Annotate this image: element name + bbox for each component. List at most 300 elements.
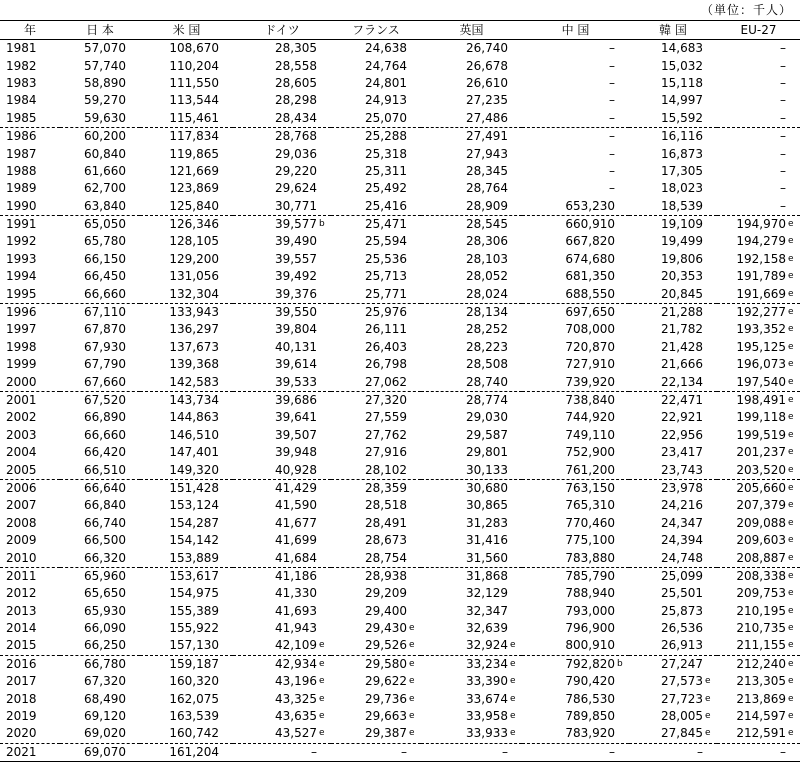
cell-japan xyxy=(60,321,140,338)
table-row xyxy=(0,285,800,303)
cell-value: – xyxy=(780,198,786,213)
cell-year: 2005 xyxy=(6,462,37,477)
cell-value: 162,075 xyxy=(169,691,219,706)
cell-eu27 xyxy=(717,268,800,285)
cell-value: 208,887 xyxy=(736,550,786,565)
cell-value: 26,111 xyxy=(365,322,407,337)
cell-footnote-flag: e xyxy=(319,658,325,669)
cell-footnote-flag: e xyxy=(409,658,415,669)
cell-value: 123,869 xyxy=(169,181,219,196)
cell-value: 23,743 xyxy=(661,462,703,477)
cell-value: 133,943 xyxy=(169,305,219,320)
table-row xyxy=(0,620,800,637)
cell-footnote-flag: e xyxy=(788,271,794,282)
cell-value: 39,804 xyxy=(275,322,317,337)
cell-value: 199,118 xyxy=(736,410,786,425)
cell-france xyxy=(331,251,421,268)
cell-korea xyxy=(629,198,717,216)
cell-value: 194,279 xyxy=(736,234,786,249)
cell-korea xyxy=(629,409,717,426)
cell-value: 25,501 xyxy=(661,586,703,601)
cell-footnote-flag: e xyxy=(788,324,794,335)
cell-uk xyxy=(421,251,522,268)
cell-value: 770,460 xyxy=(565,515,615,530)
cell-value: 213,305 xyxy=(736,674,786,689)
cell-value: 28,102 xyxy=(365,462,407,477)
cell-value: 25,416 xyxy=(365,198,407,213)
table-row xyxy=(0,427,800,444)
cell-year: 2011 xyxy=(0,567,60,585)
cell-germany xyxy=(233,497,331,514)
cell-japan xyxy=(60,145,140,162)
cell-value: 792,820 xyxy=(565,656,615,671)
table-row xyxy=(0,655,800,673)
cell-footnote-flag: e xyxy=(788,447,794,458)
cell-uk xyxy=(421,549,522,567)
cell-value: 28,754 xyxy=(365,550,407,565)
cell-value: 151,428 xyxy=(169,480,219,495)
cell-uk xyxy=(421,673,522,690)
cell-japan xyxy=(60,163,140,180)
cell-value: – xyxy=(311,744,317,759)
cell-uk xyxy=(421,585,522,602)
cell-value: 28,673 xyxy=(365,533,407,548)
table-row xyxy=(0,673,800,690)
cell-germany xyxy=(233,215,331,233)
cell-france xyxy=(331,321,421,338)
cell-value: 208,338 xyxy=(736,568,786,583)
cell-france xyxy=(331,163,421,180)
cell-value: 27,235 xyxy=(466,93,508,108)
cell-footnote-flag: e xyxy=(788,588,794,599)
cell-france xyxy=(331,532,421,549)
cell-france xyxy=(331,215,421,233)
cell-value: 31,868 xyxy=(466,568,508,583)
cell-footnote-flag: e xyxy=(788,341,794,352)
cell-year: 2019 xyxy=(6,709,37,724)
cell-germany xyxy=(233,549,331,567)
cell-germany xyxy=(233,356,331,373)
cell-footnote-flag: e xyxy=(788,517,794,528)
cell-value: 61,660 xyxy=(84,163,126,178)
cell-value: 161,204 xyxy=(169,744,219,759)
cell-value: 14,683 xyxy=(661,41,703,56)
cell-china xyxy=(522,461,629,479)
cell-korea xyxy=(629,145,717,162)
cell-germany xyxy=(233,268,331,285)
table-row xyxy=(0,215,800,233)
cell-france xyxy=(331,409,421,426)
cell-value: 144,863 xyxy=(169,410,219,425)
cell-eu27 xyxy=(717,303,800,321)
cell-value: 25,771 xyxy=(365,286,407,301)
cell-value: 209,603 xyxy=(736,533,786,548)
cell-usa xyxy=(140,163,233,180)
cell-value: 209,088 xyxy=(736,515,786,530)
cell-germany xyxy=(233,444,331,461)
cell-footnote-flag: b xyxy=(319,219,325,230)
cell-value: 28,508 xyxy=(466,357,508,372)
cell-eu27 xyxy=(717,673,800,690)
cell-china xyxy=(522,163,629,180)
cell-value: 26,403 xyxy=(365,339,407,354)
cell-footnote-flag: e xyxy=(788,307,794,318)
cell-value: 67,110 xyxy=(84,305,126,320)
cell-usa xyxy=(140,233,233,250)
cell-value: 786,530 xyxy=(565,691,615,706)
cell-germany xyxy=(233,532,331,549)
cell-value: 28,764 xyxy=(466,181,508,196)
cell-year: 1990 xyxy=(6,198,37,213)
cell-value: 24,216 xyxy=(661,498,703,513)
cell-footnote-flag: e xyxy=(788,605,794,616)
cell-footnote-flag: e xyxy=(319,676,325,687)
cell-value: 66,450 xyxy=(84,269,126,284)
cell-value: 27,916 xyxy=(365,445,407,460)
cell-korea xyxy=(629,373,717,391)
cell-value: 42,109 xyxy=(275,638,317,653)
cell-uk xyxy=(421,391,522,409)
cell-china xyxy=(522,409,629,426)
cell-eu27 xyxy=(717,743,800,761)
cell-china xyxy=(522,92,629,109)
cell-value: 66,780 xyxy=(84,656,126,671)
cell-value: 752,900 xyxy=(565,445,615,460)
cell-value: 195,125 xyxy=(736,339,786,354)
cell-value: 26,798 xyxy=(365,357,407,372)
cell-eu27 xyxy=(717,127,800,145)
cell-korea xyxy=(629,515,717,532)
cell-france xyxy=(331,427,421,444)
cell-value: 28,605 xyxy=(275,75,317,90)
table-row xyxy=(0,409,800,426)
cell-value: 24,394 xyxy=(661,533,703,548)
cell-uk xyxy=(421,339,522,356)
cell-value: 29,587 xyxy=(466,427,508,442)
cell-value: 28,938 xyxy=(365,568,407,583)
cell-year: 1995 xyxy=(6,286,37,301)
cell-china xyxy=(522,268,629,285)
cell-value: 163,539 xyxy=(169,709,219,724)
cell-footnote-flag: e xyxy=(409,711,415,722)
cell-korea xyxy=(629,444,717,461)
table-row xyxy=(0,180,800,197)
cell-footnote-flag: e xyxy=(788,640,794,651)
cell-value: 28,545 xyxy=(466,217,508,232)
cell-eu27 xyxy=(717,57,800,74)
table-row xyxy=(0,637,800,655)
cell-france xyxy=(331,303,421,321)
cell-japan xyxy=(60,637,140,655)
cell-value: 193,352 xyxy=(736,322,786,337)
cell-value: 143,734 xyxy=(169,393,219,407)
cell-footnote-flag: e xyxy=(510,693,516,704)
cell-uk xyxy=(421,479,522,497)
cell-value: 727,910 xyxy=(565,357,615,372)
cell-value: – xyxy=(609,181,615,196)
cell-value: – xyxy=(780,181,786,196)
cell-uk xyxy=(421,373,522,391)
cell-value: 18,023 xyxy=(661,181,703,196)
cell-uk xyxy=(421,515,522,532)
cell-value: 28,774 xyxy=(466,393,508,407)
cell-value: – xyxy=(780,58,786,73)
cell-korea xyxy=(629,603,717,620)
cell-value: 29,387 xyxy=(365,726,407,741)
cell-uk xyxy=(421,409,522,426)
cell-uk xyxy=(421,75,522,92)
cell-value: 125,840 xyxy=(169,198,219,213)
cell-china xyxy=(522,233,629,250)
cell-year: 2002 xyxy=(6,410,37,425)
cell-value: 212,591 xyxy=(736,726,786,741)
cell-china xyxy=(522,532,629,549)
cell-uk xyxy=(421,163,522,180)
cell-value: – xyxy=(609,129,615,144)
cell-japan xyxy=(60,180,140,197)
header-japan: 日 本 xyxy=(60,21,140,40)
cell-eu27 xyxy=(717,321,800,338)
cell-china xyxy=(522,373,629,391)
cell-eu27 xyxy=(717,409,800,426)
cell-value: 16,116 xyxy=(661,129,703,144)
cell-footnote-flag: e xyxy=(788,676,794,687)
cell-value: 708,000 xyxy=(565,322,615,337)
cell-value: 69,120 xyxy=(84,709,126,724)
cell-korea xyxy=(629,497,717,514)
cell-eu27 xyxy=(717,708,800,725)
cell-japan xyxy=(60,92,140,109)
cell-japan xyxy=(60,339,140,356)
cell-france xyxy=(331,285,421,303)
cell-value: 60,200 xyxy=(84,129,126,144)
cell-value: 29,030 xyxy=(466,410,508,425)
cell-value: 65,960 xyxy=(84,568,126,583)
cell-value: 67,320 xyxy=(84,674,126,689)
cell-value: 113,544 xyxy=(169,93,219,108)
cell-france xyxy=(331,497,421,514)
cell-value: 29,801 xyxy=(466,445,508,460)
cell-china xyxy=(522,708,629,725)
cell-value: 154,142 xyxy=(169,533,219,548)
cell-korea xyxy=(629,673,717,690)
cell-value: 159,187 xyxy=(169,656,219,671)
table-row xyxy=(0,110,800,128)
cell-value: 27,491 xyxy=(466,129,508,144)
cell-uk xyxy=(421,532,522,549)
cell-value: 739,920 xyxy=(565,374,615,389)
cell-value: 27,559 xyxy=(365,410,407,425)
cell-value: 31,560 xyxy=(466,550,508,565)
cell-value: – xyxy=(609,58,615,73)
cell-year: 2003 xyxy=(6,427,37,442)
cell-france xyxy=(331,461,421,479)
cell-eu27 xyxy=(717,427,800,444)
cell-japan xyxy=(60,268,140,285)
table-row xyxy=(0,127,800,145)
header-france: フランス xyxy=(331,21,421,40)
cell-value: – xyxy=(609,75,615,90)
cell-korea xyxy=(629,461,717,479)
cell-value: 763,150 xyxy=(565,480,615,495)
cell-value: 22,134 xyxy=(661,374,703,389)
cell-korea xyxy=(629,180,717,197)
cell-value: 43,196 xyxy=(275,674,317,689)
cell-korea xyxy=(629,251,717,268)
cell-value: 24,638 xyxy=(365,41,407,56)
cell-france xyxy=(331,75,421,92)
table-row xyxy=(0,515,800,532)
cell-china xyxy=(522,427,629,444)
cell-china xyxy=(522,198,629,216)
cell-japan xyxy=(60,620,140,637)
cell-value: 31,416 xyxy=(466,533,508,548)
cell-china xyxy=(522,75,629,92)
cell-value: 25,713 xyxy=(365,269,407,284)
cell-footnote-flag: e xyxy=(788,412,794,423)
cell-value: 63,840 xyxy=(84,198,126,213)
table-row xyxy=(0,339,800,356)
table-row xyxy=(0,461,800,479)
cell-value: 198,491 xyxy=(736,393,786,407)
cell-france xyxy=(331,391,421,409)
cell-usa xyxy=(140,92,233,109)
cell-year: 2008 xyxy=(6,515,37,530)
table-row xyxy=(0,92,800,109)
cell-china xyxy=(522,585,629,602)
cell-year: 1993 xyxy=(6,251,37,266)
cell-value: 66,090 xyxy=(84,621,126,636)
cell-value: 210,735 xyxy=(736,621,786,636)
cell-footnote-flag: e xyxy=(788,253,794,264)
cell-value: 15,032 xyxy=(661,58,703,73)
cell-value: 131,056 xyxy=(169,269,219,284)
table-row xyxy=(0,549,800,567)
cell-korea xyxy=(629,233,717,250)
cell-value: 33,234 xyxy=(466,656,508,671)
cell-year: 1982 xyxy=(6,58,37,73)
table-row xyxy=(0,268,800,285)
cell-footnote-flag: e xyxy=(705,728,711,739)
cell-korea xyxy=(629,637,717,655)
cell-value: 28,305 xyxy=(275,41,317,56)
cell-usa xyxy=(140,515,233,532)
cell-value: 29,430 xyxy=(365,621,407,636)
cell-japan xyxy=(60,127,140,145)
cell-japan xyxy=(60,40,140,58)
cell-value: 41,677 xyxy=(275,515,317,530)
cell-value: 213,869 xyxy=(736,691,786,706)
cell-usa xyxy=(140,690,233,707)
cell-value: 41,590 xyxy=(275,498,317,513)
cell-value: 214,597 xyxy=(736,709,786,724)
cell-value: 30,771 xyxy=(275,198,317,213)
cell-eu27 xyxy=(717,461,800,479)
cell-value: 149,320 xyxy=(169,462,219,477)
cell-germany xyxy=(233,233,331,250)
cell-value: 761,200 xyxy=(565,462,615,477)
cell-value: 17,305 xyxy=(661,163,703,178)
table-row xyxy=(0,251,800,268)
cell-value: 28,052 xyxy=(466,269,508,284)
table-row xyxy=(0,303,800,321)
cell-value: 24,764 xyxy=(365,58,407,73)
cell-eu27 xyxy=(717,373,800,391)
cell-china xyxy=(522,515,629,532)
cell-value: 28,558 xyxy=(275,58,317,73)
cell-footnote-flag: e xyxy=(409,623,415,634)
cell-usa xyxy=(140,268,233,285)
cell-value: 32,347 xyxy=(466,603,508,618)
cell-value: 27,762 xyxy=(365,427,407,442)
cell-value: 660,910 xyxy=(565,217,615,232)
cell-korea xyxy=(629,163,717,180)
cell-value: 39,490 xyxy=(275,234,317,249)
cell-china xyxy=(522,251,629,268)
cell-value: 65,780 xyxy=(84,234,126,249)
cell-value: 39,948 xyxy=(275,445,317,460)
cell-value: 194,970 xyxy=(736,217,786,232)
cell-korea xyxy=(629,549,717,567)
cell-value: 59,630 xyxy=(84,110,126,125)
cell-value: 653,230 xyxy=(565,198,615,213)
cell-china xyxy=(522,743,629,761)
cell-value: 42,934 xyxy=(275,656,317,671)
cell-value: 41,186 xyxy=(275,568,317,583)
cell-germany xyxy=(233,673,331,690)
table-row xyxy=(0,585,800,602)
cell-value: 21,782 xyxy=(661,322,703,337)
cell-value: 14,997 xyxy=(661,93,703,108)
cell-value: 39,577 xyxy=(275,217,317,232)
cell-value: 155,922 xyxy=(169,621,219,636)
cell-usa xyxy=(140,127,233,145)
cell-year: 2015 xyxy=(6,638,37,653)
cell-uk xyxy=(421,567,522,585)
cell-value: – xyxy=(780,129,786,144)
cell-value: 41,330 xyxy=(275,586,317,601)
cell-france xyxy=(331,198,421,216)
cell-eu27 xyxy=(717,725,800,743)
table-row xyxy=(0,163,800,180)
cell-value: 199,519 xyxy=(736,427,786,442)
cell-japan xyxy=(60,356,140,373)
cell-usa xyxy=(140,110,233,128)
cell-value: 25,311 xyxy=(365,163,407,178)
cell-footnote-flag: e xyxy=(788,288,794,299)
cell-value: 66,660 xyxy=(84,286,126,301)
cell-germany xyxy=(233,339,331,356)
cell-france xyxy=(331,373,421,391)
cell-value: 66,510 xyxy=(84,462,126,477)
cell-footnote-flag: e xyxy=(788,219,794,230)
cell-japan xyxy=(60,585,140,602)
cell-footnote-flag: e xyxy=(788,728,794,739)
cell-value: 139,368 xyxy=(169,357,219,372)
cell-value: 16,873 xyxy=(661,146,703,161)
cell-eu27 xyxy=(717,637,800,655)
cell-germany xyxy=(233,725,331,743)
cell-value: 160,320 xyxy=(169,674,219,689)
unit-label: （単位：千人） xyxy=(700,3,792,17)
cell-value: 749,110 xyxy=(565,427,615,442)
cell-japan xyxy=(60,409,140,426)
cell-footnote-flag: e xyxy=(788,535,794,546)
cell-korea xyxy=(629,303,717,321)
cell-footnote-flag: e xyxy=(788,500,794,511)
cell-footnote-flag: e xyxy=(705,711,711,722)
cell-value: 209,753 xyxy=(736,586,786,601)
